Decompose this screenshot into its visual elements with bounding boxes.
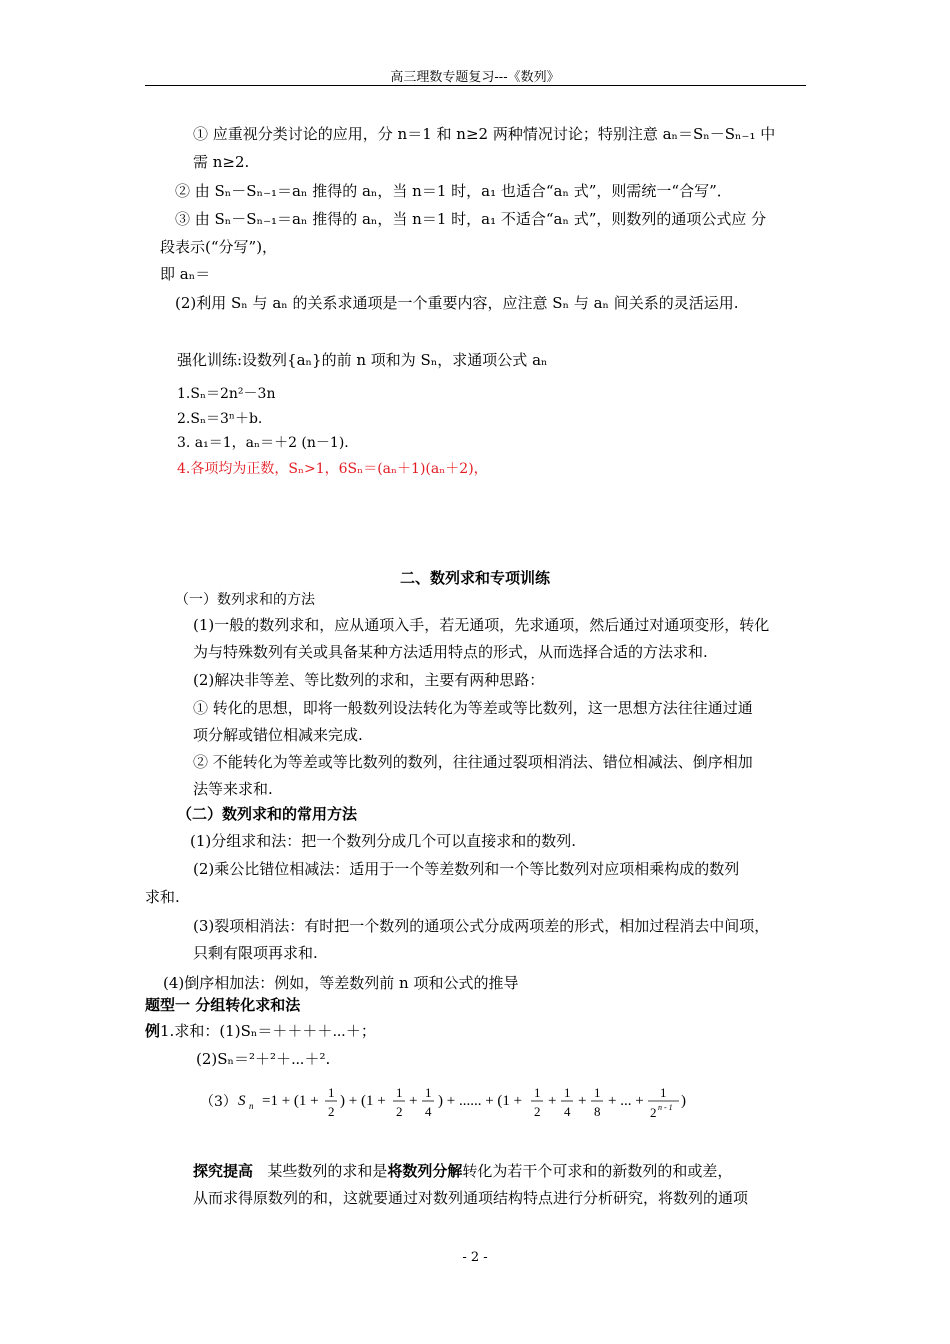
svg-text:2: 2 — [328, 1104, 335, 1119]
svg-text:) + (1 +: ) + (1 + — [340, 1093, 386, 1109]
svg-text:) + ...... + (1 +: ) + ...... + (1 + — [438, 1093, 523, 1109]
training-q2: 2.Sₙ＝3ⁿ＋b. — [177, 411, 263, 427]
explore-text-a: 某些数列的求和是 — [267, 1162, 388, 1180]
part2-p1-b: 为与特殊数列有关或具备某种方法适用特点的形式，从而选择合适的方法求和. — [193, 643, 708, 661]
svg-text:+: + — [548, 1093, 557, 1109]
part2-p1-a: (1)一般的数列求和，应从通项入手，若无通项，先求通项，然后通过对通项变形，转化 — [193, 616, 770, 634]
svg-text:1: 1 — [328, 1085, 335, 1100]
part2-title: 二、数列求和专项训练 — [399, 569, 550, 587]
svg-text:1: 1 — [594, 1085, 601, 1100]
item-3-line-b: 段表示(“分写”)， — [160, 238, 278, 256]
part2-p3-b: 项分解或错位相减来完成. — [193, 726, 363, 744]
part2-subtitle-2: （二）数列求和的常用方法 — [177, 805, 358, 823]
point-2: (2)利用 Sₙ 与 aₙ 的关系求通项是一个重要内容，应注意 Sₙ 与 aₙ 间关系的灵活运用. — [175, 294, 739, 312]
explore-line-a — [193, 1160, 732, 1182]
part2-p4-b: 法等来求和. — [193, 780, 273, 798]
svg-text:n: n — [249, 1101, 254, 1111]
method-2-b: 求和. — [145, 888, 180, 906]
svg-text:1: 1 — [660, 1085, 667, 1100]
item-3-line-c: 即 aₙ＝ — [160, 265, 211, 283]
example-1-q3-label: （3） — [200, 1094, 237, 1110]
example-1-text: 1.求和：(1)Sₙ＝＋＋＋＋⋯＋； — [160, 1022, 376, 1040]
svg-text:8: 8 — [594, 1104, 601, 1119]
svg-text:1: 1 — [425, 1085, 432, 1100]
method-1: (1)分组求和法：把一个数列分成几个可以直接求和的数列. — [190, 832, 577, 850]
svg-text:4: 4 — [425, 1104, 432, 1119]
training-q3: 3. a₁＝1，aₙ＝＋2 (n－1). — [177, 435, 349, 451]
part2-subtitle-1: （一）数列求和的方法 — [175, 592, 315, 608]
svg-text:1: 1 — [396, 1085, 403, 1100]
part2-p3-a: ① 转化的思想，即将一般数列设法转化为等差或等比数列，这一思想方法往往通过通 — [193, 699, 753, 717]
explore-label: 探究提高 — [193, 1162, 254, 1180]
example-label: 例 — [145, 1022, 161, 1040]
method-2-a: (2)乘公比错位相减法：适用于一个等差数列和一个等比数列对应项相乘构成的数列 — [193, 860, 740, 878]
svg-text:4: 4 — [564, 1104, 571, 1119]
method-4: (4)倒序相加法：例如，等差数列前 n 项和公式的推导 — [163, 974, 519, 992]
method-3-a: (3)裂项相消法：有时把一个数列的通项公式分成两项差的形式，相加过程消去中间项， — [193, 917, 770, 935]
svg-text:S: S — [238, 1093, 246, 1109]
explore-bold: 将数列分解 — [387, 1162, 463, 1180]
method-3-b: 只剩有限项再求和. — [193, 944, 318, 962]
page-number: - 2 - — [462, 1250, 488, 1265]
training-intro: 强化训练:设数列{aₙ}的前 n 项和为 Sₙ，求通项公式 aₙ — [177, 351, 548, 369]
svg-text:): ) — [681, 1093, 686, 1109]
svg-text:1: 1 — [564, 1085, 571, 1100]
example-1-q3-formula — [232, 1076, 702, 1126]
training-q1: 1.Sₙ＝2n²－3n — [177, 386, 276, 402]
svg-text:1: 1 — [534, 1085, 541, 1100]
example-1-q2: (2)Sₙ＝²＋²＋⋯＋². — [196, 1050, 331, 1068]
page-header: 高三理数专题复习---《数列》 — [390, 70, 560, 85]
part2-p2: (2)解决非等差、等比数列的求和，主要有两种思路： — [193, 671, 545, 689]
svg-text:=1 + (1 +: =1 + (1 + — [262, 1093, 319, 1109]
svg-text:+: + — [409, 1093, 418, 1109]
item-1-line-a: ① 应重视分类讨论的应用，分 n＝1 和 n≥2 两种情况讨论；特别注意 aₙ＝Sₙ－Sₙ₋₁ 中 — [193, 125, 776, 143]
item-1-line-b: 需 n≥2. — [193, 153, 250, 171]
header-rule — [145, 85, 806, 86]
svg-text:+: + — [578, 1093, 587, 1109]
item-2: ② 由 Sₙ－Sₙ₋₁＝aₙ 推得的 aₙ，当 n＝1 时，a₁ 也适合“aₙ 式”，则需统一“合写”． — [175, 182, 732, 200]
svg-text:2: 2 — [534, 1104, 541, 1119]
explore-text-b: 转化为若干个可求和的新数列的和或差， — [462, 1162, 733, 1180]
svg-text:2: 2 — [396, 1104, 403, 1119]
explore-line-b: 从而求得原数列的和，这就要通过对数列通项结构特点进行分析研究，将数列的通项 — [193, 1189, 749, 1207]
training-q4: 4.各项均为正数，Sₙ>1，6Sₙ＝(aₙ＋1)(aₙ＋2)， — [177, 461, 488, 477]
type1-title: 题型一 分组转化求和法 — [145, 996, 301, 1014]
example-1-q1 — [145, 1020, 376, 1042]
svg-text:2: 2 — [650, 1105, 657, 1120]
svg-text:n - 1: n - 1 — [658, 1103, 673, 1112]
item-3-line-a: ③ 由 Sₙ－Sₙ₋₁＝aₙ 推得的 aₙ，当 n＝1 时，a₁ 不适合“aₙ 式”，则数列的通项公式应 分 — [175, 210, 767, 228]
part2-p4-a: ② 不能转化为等差或等比数列的数列，往往通过裂项相消法、错位相减法、倒序相加 — [193, 753, 753, 771]
svg-text:+ ... +: + ... + — [608, 1093, 644, 1109]
